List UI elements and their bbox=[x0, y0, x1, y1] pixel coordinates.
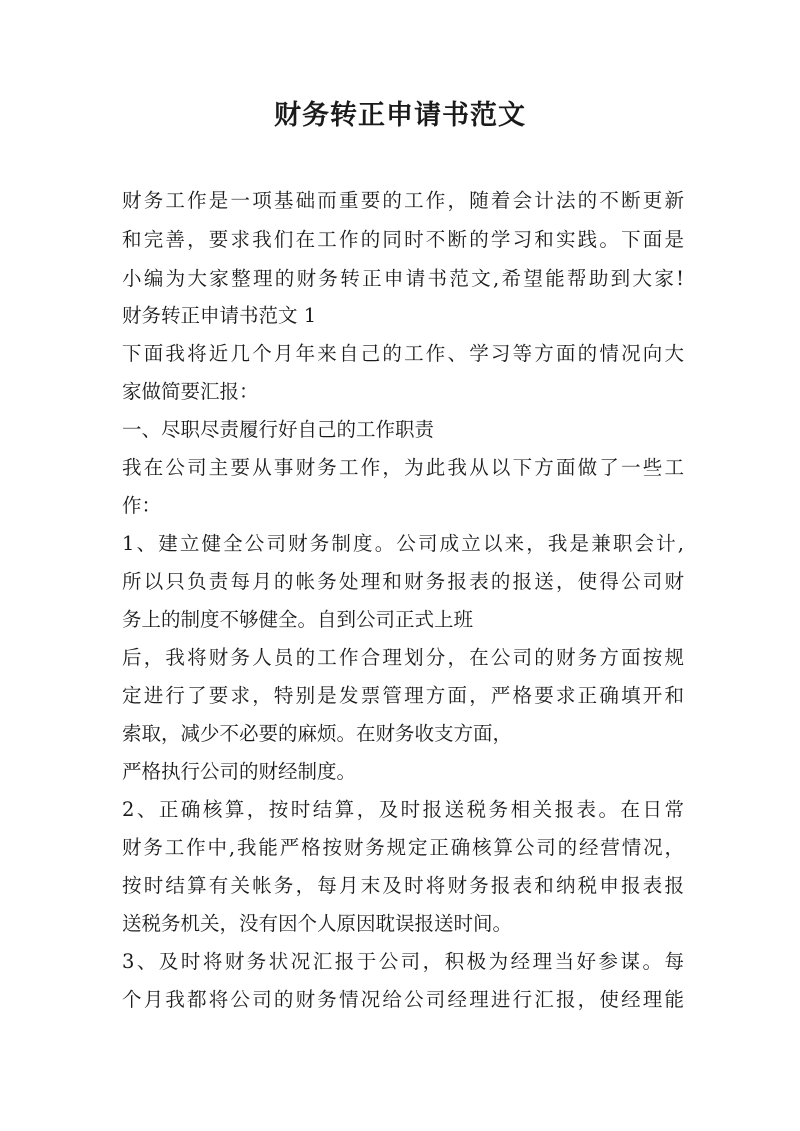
paragraph-line: 严格执行公司的财经制度。 bbox=[122, 760, 357, 783]
paragraph-line: 按时结算有关帐务，每月末及时将财务报表和纳税申报表报 bbox=[122, 874, 684, 897]
paragraph-line: 送税务机关，没有因个人原因耽误报送时间。 bbox=[122, 912, 513, 935]
paragraph-line: 索取，减少不必要的麻烦。在财务收支方面， bbox=[122, 722, 513, 745]
paragraph-line: 作： bbox=[122, 494, 162, 517]
paragraph-line: 家做简要汇报： bbox=[122, 380, 259, 403]
paragraph-line: 下面我将近几个月年来自己的工作、学习等方面的情况向大 bbox=[122, 342, 684, 365]
paragraph-line: 3、及时将财务状况汇报于公司，积极为经理当好参谋。每 bbox=[122, 950, 684, 973]
section-heading: 一、尽职尽责履行好自己的工作职责 bbox=[122, 418, 435, 441]
paragraph-line: 个月我都将公司的财务情况给公司经理进行汇报，使经理能 bbox=[122, 988, 684, 1011]
document-title: 财务转正申请书范文 bbox=[274, 100, 526, 131]
paragraph-line: 2、正确核算，按时结算，及时报送税务相关报表。在日常 bbox=[122, 798, 684, 821]
paragraph-line: 后，我将财务人员的工作合理划分，在公司的财务方面按规 bbox=[122, 646, 684, 669]
paragraph-line: 和完善，要求我们在工作的同时不断的学习和实践。下面是 bbox=[122, 228, 684, 251]
paragraph-line: 1、建立健全公司财务制度。公司成立以来，我是兼职会计, bbox=[122, 532, 684, 555]
paragraph-line: 财务工作是一项基础而重要的工作，随着会计法的不断更新 bbox=[122, 189, 684, 212]
paragraph-line: 我在公司主要从事财务工作，为此我从以下方面做了一些工 bbox=[122, 456, 684, 479]
paragraph-line: 务上的制度不够健全。自到公司正式上班 bbox=[122, 608, 474, 631]
paragraph-line: 财务工作中,我能严格按财务规定正确核算公司的经营情况， bbox=[122, 836, 684, 859]
paragraph-line: 所以只负责每月的帐务处理和财务报表的报送，使得公司财 bbox=[122, 570, 684, 593]
section-heading: 财务转正申请书范文 1 bbox=[122, 304, 317, 327]
paragraph-line: 小编为大家整理的财务转正申请书范文,希望能帮助到大家! bbox=[122, 267, 684, 290]
paragraph-line: 定进行了要求，特别是发票管理方面，严格要求正确填开和 bbox=[122, 684, 684, 707]
